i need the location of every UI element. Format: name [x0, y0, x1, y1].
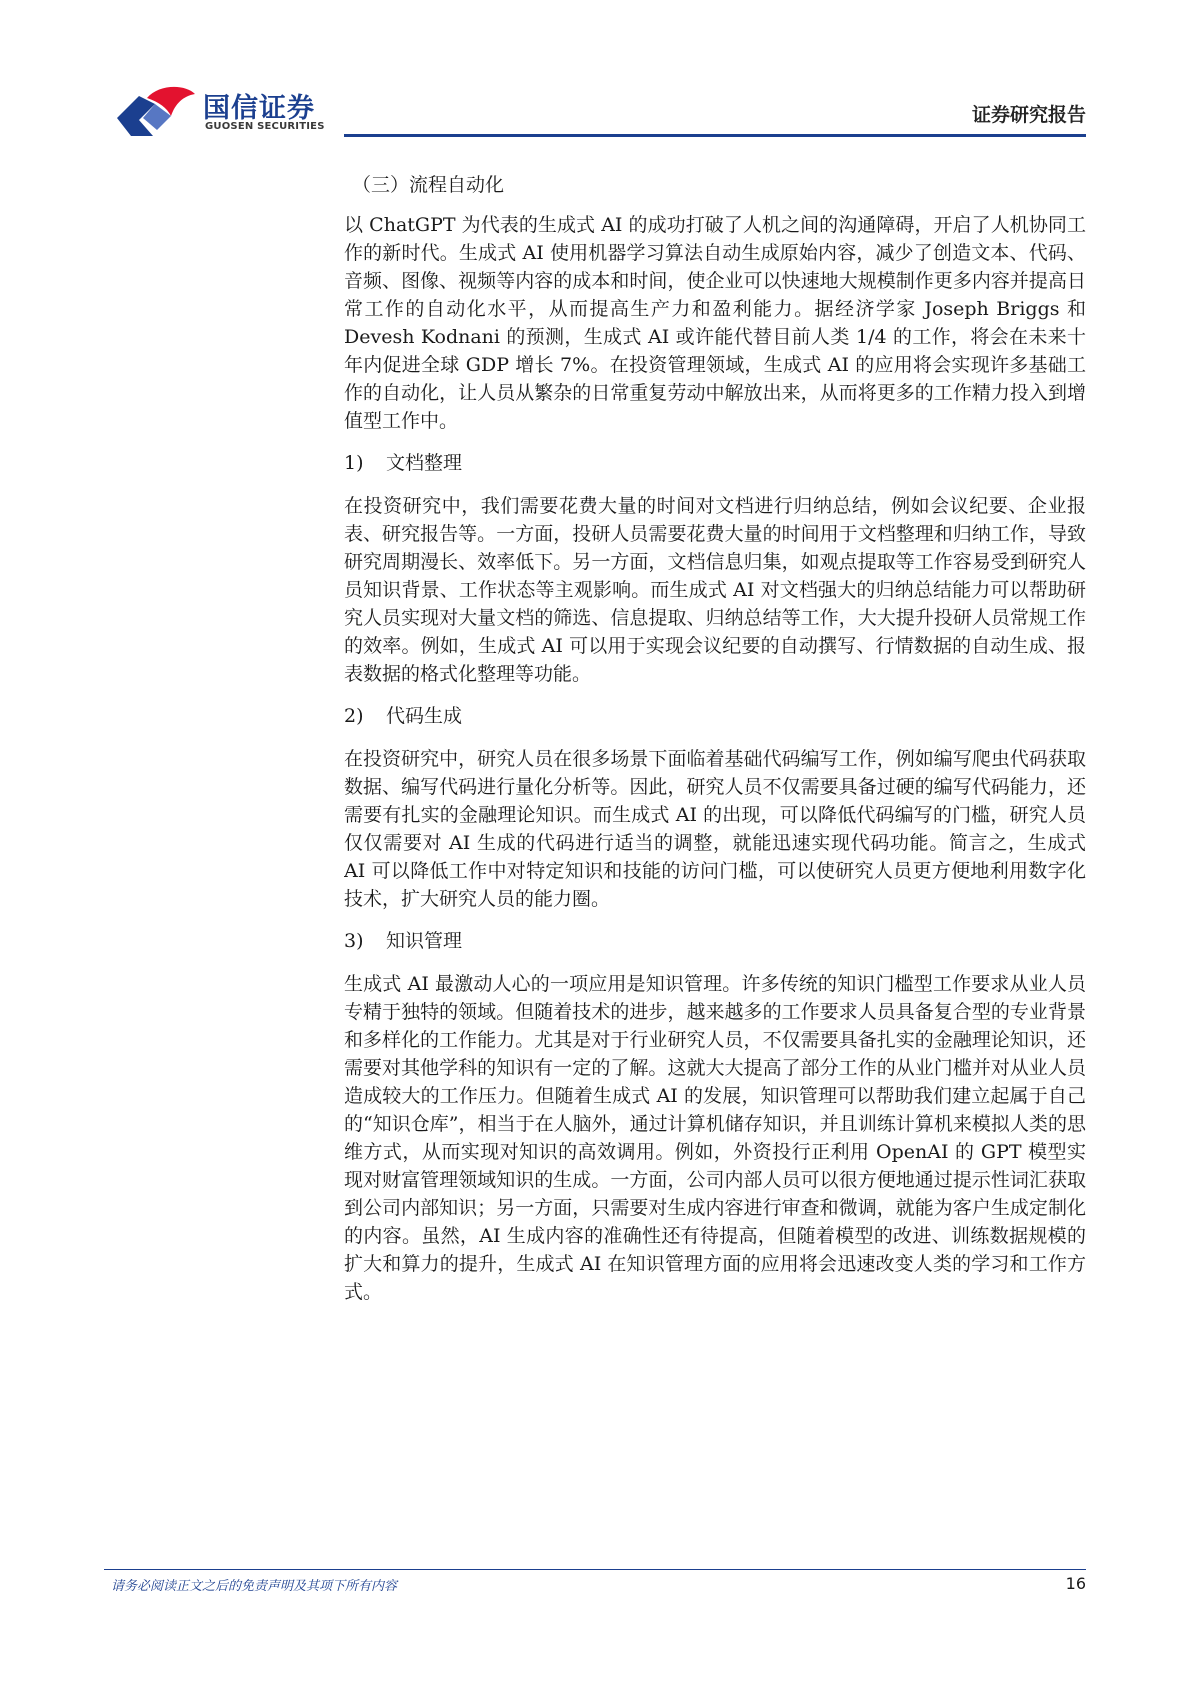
page-number: 16 [1065, 1574, 1086, 1593]
report-type-label: 证券研究报告 [971, 104, 1086, 126]
logo-english-name: GUOSEN SECURITIES [205, 121, 325, 132]
subheading-knowledge-management [344, 926, 1086, 956]
intro-paragraph: 以 ChatGPT 为代表的生成式 AI 的成功打破了人机之间的沟通障碍，开启了人机协同工作的新时代。生成式 AI 使用机器学习算法自动生成原始内容，减少了创造文本、代码、音频、图像、视频等内容的成本和时间，使企业可以快速地大规模制作更多内容并提高日常工作的自动化水平，从而提高生产力和盈利能力。据经济学家 Joseph Briggs 和 Devesh Kodnani 的预测，生成式 AI 或许能代替目前人类 1/4 的工作，将会在未来十年内促进全球 GDP 增长 7%。在投资管理领域，生成式 AI 的应用将会实现许多基础工作的自动化，让人员从繁杂的日常重复劳动中解放出来，从而将更多的工作精力投入到增值型工作中。 [344, 214, 1086, 432]
body-paragraph: 在投资研究中，研究人员在很多场景下面临着基础代码编写工作，例如编写爬虫代码获取数据、编写代码进行量化分析等。因此，研究人员不仅需要具备过硬的编写代码能力，还需要有扎实的金融理论知识。而生成式 AI 的出现，可以降低代码编写的门槛，研究人员仅仅需要对 AI 生成的代码进行适当的调整，就能迅速实现代码功能。简言之，生成式 AI 可以降低工作中对特定知识和技能的访问门槛，可以使研究人员更方便地利用数字化技术，扩大研究人员的能力圈。 [344, 748, 1086, 910]
section-heading: （三）流程自动化 [352, 174, 505, 196]
body-paragraph: 在投资研究中，我们需要花费大量的时间对文档进行归纳总结，例如会议纪要、企业报表、研究报告等。一方面，投研人员需要花费大量的时间用于文档整理和归纳工作，导致研究周期漫长、效率低下。另一方面，文档信息归集，如观点提取等工作容易受到研究人员知识背景、工作状态等主观影响。而生成式 AI 对文档强大的归纳总结能力可以帮助研究人员实现对大量文档的筛选、信息提取、归纳总结等工作，大大提升投研人员常规工作的效率。例如，生成式 AI 可以用于实现会议纪要的自动撰写、行情数据的自动生成、报表数据的格式化整理等功能。 [344, 495, 1086, 685]
logo-mark-icon [117, 86, 197, 138]
main-content [344, 170, 1086, 1334]
subheading-title: 文档整理 [386, 452, 463, 474]
company-logo [117, 86, 325, 138]
subheading-number: 3) [344, 930, 364, 952]
subheading-code-generation [344, 701, 1086, 731]
subheading-title: 知识管理 [386, 930, 463, 952]
subheading-document-organization [344, 448, 1086, 478]
subheading-title: 代码生成 [386, 705, 463, 727]
footer-disclaimer: 请务必阅读正文之后的免责声明及其项下所有内容 [111, 1579, 398, 1594]
subheading-number: 2) [344, 705, 364, 727]
body-paragraph: 生成式 AI 最激动人心的一项应用是知识管理。许多传统的知识门槛型工作要求从业人员专精于独特的领域。但随着技术的进步，越来越多的工作要求人员具备复合型的专业背景和多样化的工作能力。尤其是对于行业研究人员，不仅需要具备扎实的金融理论知识，还需要对其他学科的知识有一定的了解。这就大大提高了部分工作的从业门槛并对从业人员造成较大的工作压力。但随着生成式 AI 的发展，知识管理可以帮助我们建立起属于自己的“知识仓库”，相当于在人脑外，通过计算机储存知识，并且训练计算机来模拟人类的思维方式，从而实现对知识的高效调用。例如，外资投行正利用 OpenAI 的 GPT 模型实现对财富管理领域知识的生成。一方面，公司内部人员可以很方便地通过提示性词汇获取到公司内部知识；另一方面，只需要对生成内容进行审查和微调，就能为客户生成定制化的内容。虽然，AI 生成内容的准确性还有待提高，但随着模型的改进、训练数据规模的扩大和算力的提升，生成式 AI 在知识管理方面的应用将会迅速改变人类的学习和工作方式。 [344, 973, 1086, 1303]
header-divider [344, 134, 1086, 137]
footer-divider [104, 1569, 1086, 1570]
logo-chinese-name: 国信证券 [203, 93, 315, 124]
subheading-number: 1) [344, 452, 364, 474]
